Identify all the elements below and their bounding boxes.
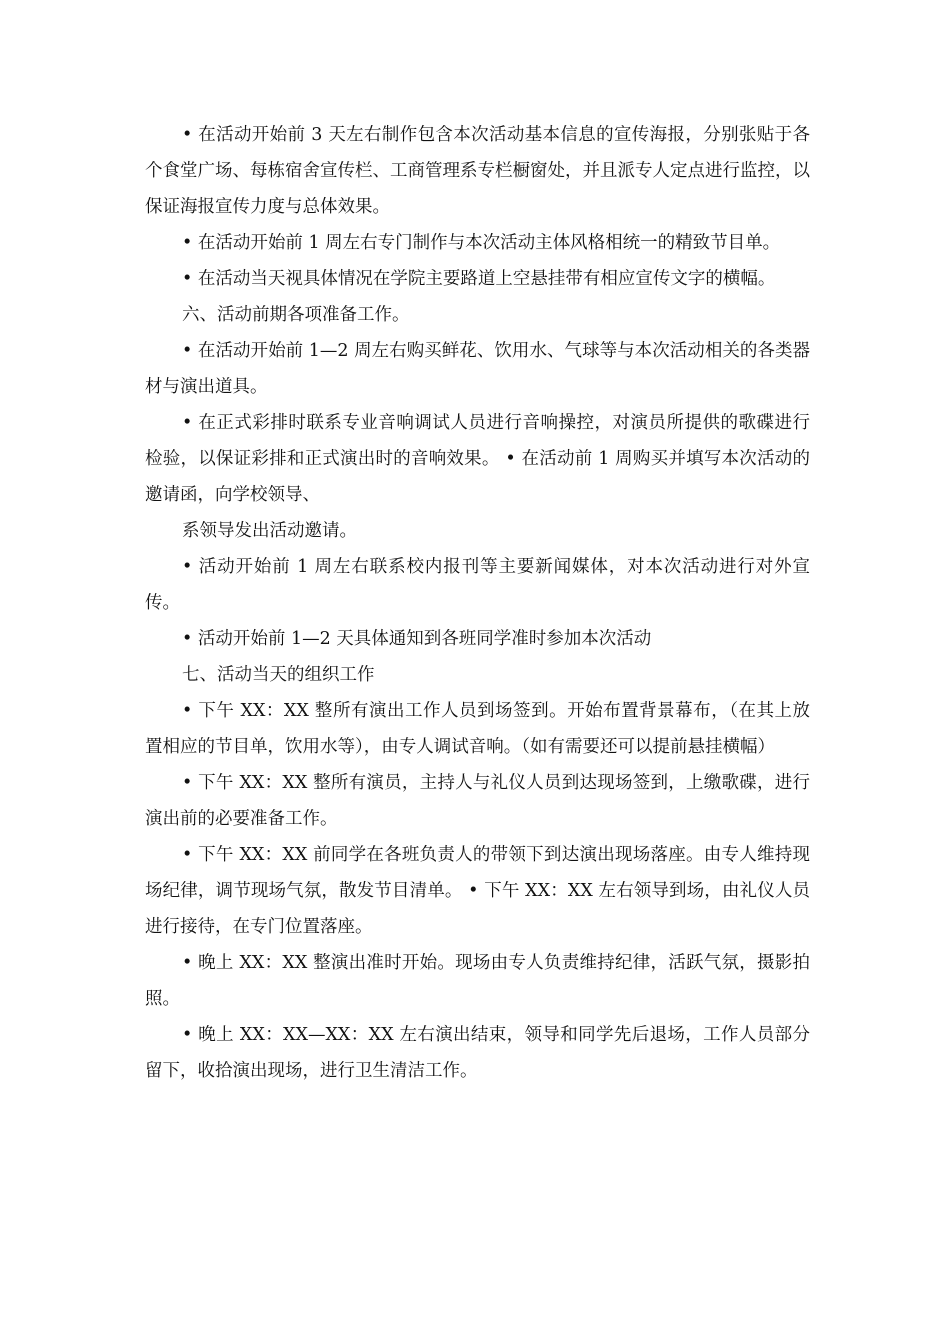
paragraph-staff-signin: • 下午 XX：XX 整所有演出工作人员到场签到。开始布置背景幕布，（在其上放置相应的节目单，饮用水等），由专人调试音响。（如有需要还可以提前悬挂横幅）	[145, 701, 810, 757]
paragraph-show-start: • 晚上 XX：XX 整演出准时开始。现场由专人负责维持纪律，活跃气氛，摄影拍照。	[145, 953, 810, 1009]
section-heading-six: 六、活动前期各项准备工作。	[182, 305, 410, 325]
paragraph-audience-seating: • 下午 XX：XX 前同学在各班负责人的带领下到达演出现场落座。由专人维持现场纪律，调节现场气氛，散发节目清单。 • 下午 XX：XX 左右领导到场，由礼仪人员进行接待，在专门位置落座。	[145, 845, 810, 937]
paragraph-poster: • 在活动开始前 3 天左右制作包含本次活动基本信息的宣传海报，分别张贴于各个食堂广场、每栋宿舍宣传栏、工商管理系专栏橱窗处，并且派专人定点进行监控，以保证海报宣传力度与总体效果。	[145, 125, 810, 217]
paragraph-program-list: • 在活动开始前 1 周左右专门制作与本次活动主体风格相统一的精致节目单。	[182, 233, 781, 253]
paragraph-banner: • 在活动当天视具体情况在学院主要路道上空悬挂带有相应宣传文字的横幅。	[182, 269, 776, 289]
paragraph-media: • 活动开始前 1 周左右联系校内报刊等主要新闻媒体，对本次活动进行对外宣传。	[145, 557, 810, 613]
paragraph-notify: • 活动开始前 1—2 天具体通知到各班同学准时参加本次活动	[182, 629, 652, 649]
document-body	[145, 117, 810, 1089]
paragraph-purchase: • 在活动开始前 1—2 周左右购买鲜花、饮用水、气球等与本次活动相关的各类器材与演出道具。	[145, 341, 810, 397]
section-heading-seven: 七、活动当天的组织工作	[182, 665, 375, 685]
paragraph-sound-check: • 在正式彩排时联系专业音响调试人员进行音响操控，对演员所提供的歌碟进行检验，以保证彩排和正式演出时的音响效果。 • 在活动前 1 周购买并填写本次活动的邀请函，向学校领导、	[145, 413, 810, 505]
paragraph-invitation: 系领导发出活动邀请。	[182, 521, 357, 541]
paragraph-performers-signin: • 下午 XX：XX 整所有演员，主持人与礼仪人员到达现场签到，上缴歌碟，进行演出前的必要准备工作。	[145, 773, 810, 829]
paragraph-show-end: • 晚上 XX：XX—XX：XX 左右演出结束，领导和同学先后退场，工作人员部分留下，收拾演出现场，进行卫生清洁工作。	[145, 1025, 810, 1081]
